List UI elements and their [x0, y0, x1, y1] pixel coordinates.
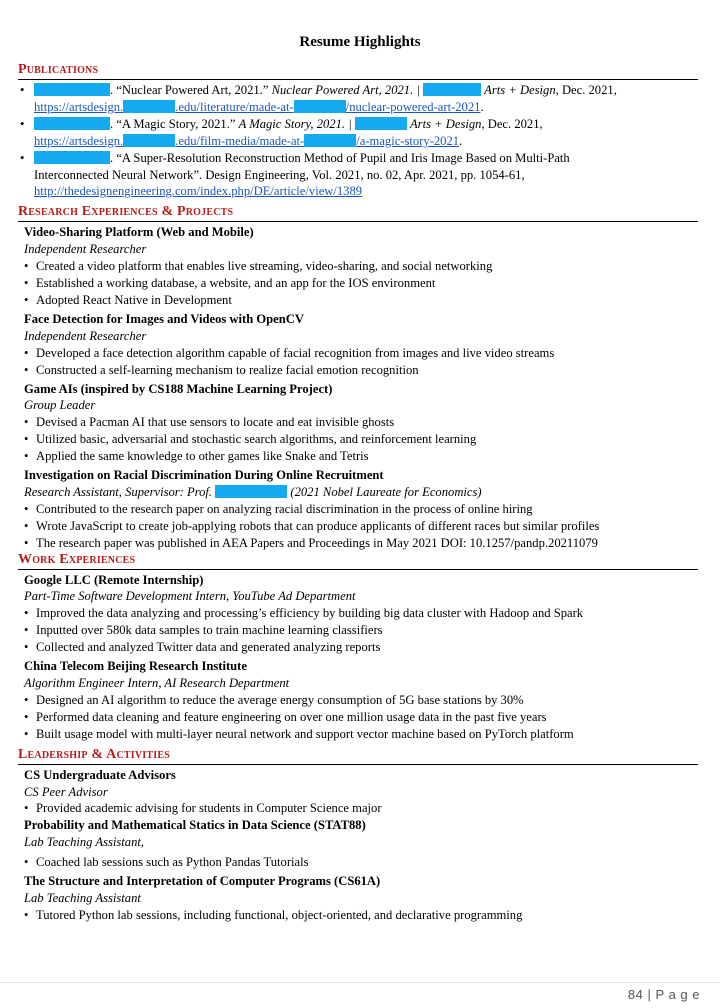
list-item: • The research paper was published in AEA Papers and Proceedings in May 2021 DOI: 10.1257/pandp.20211079 — [24, 535, 598, 550]
list-item: • Improved the data analyzing and processing’s efficiency by building big data cluster with Hadoop and Spark — [24, 606, 584, 621]
bullet: • — [20, 83, 25, 97]
publication-link[interactable]: http://thedesignengineering.com/index.php/DE/article/view/1389 — [34, 184, 363, 199]
entry-role: Independent Researcher — [24, 328, 147, 343]
footer-separator: | — [647, 987, 652, 1002]
publication-text: . “A Magic Story, 2021.” — [110, 116, 239, 131]
entry-heading: The Structure and Interpretation of Computer Programs (CS61A) — [24, 874, 381, 889]
publication-text: . “Nuclear Powered Art, 2021.” — [110, 83, 272, 97]
research-entry — [18, 467, 698, 552]
section-heading-research: Research Experiences & Projects — [18, 204, 698, 222]
entry-heading: Game AIs (inspired by CS188 Machine Learning Project) — [24, 381, 333, 396]
list-item: • Developed a face detection algorithm capable of facial recognition from images and live video streams — [24, 345, 555, 360]
redaction-box — [423, 83, 481, 96]
entry-role: Part-Time Software Development Intern, YouTube Ad Department — [24, 589, 356, 604]
redaction-box — [294, 100, 346, 113]
redaction-box — [123, 134, 175, 147]
publication-link[interactable]: https://artsdesign. .edu/literature/made-at- /nuclear-powered-art-2021 — [34, 99, 481, 114]
entry-role: Group Leader — [24, 398, 96, 413]
entry-role: Lab Teaching Assistant — [24, 890, 141, 905]
list-item: • Designed an AI algorithm to reduce the average energy consumption of 5G base stations by 30% — [24, 692, 524, 707]
page-title: Resume Highlights — [299, 34, 421, 50]
list-item: • Created a video platform that enables live streaming, video-sharing, and social networking — [24, 259, 493, 274]
entry-role: Research Assistant, Supervisor: Prof. (2021 Nobel Laureate for Economics) — [24, 484, 482, 499]
list-item: • Adopted React Native in Development — [24, 292, 232, 307]
redaction-box — [355, 117, 407, 130]
list-item: • Contributed to the research paper on analyzing racial discrimination in the process of online hiring — [24, 501, 533, 516]
publication-date: , Dec. 2021, — [481, 116, 543, 131]
redaction-box — [34, 83, 110, 96]
list-item: • Utilized basic, adversarial and stochastic search algorithms, and reinforcement learning — [24, 432, 477, 447]
page-footer — [628, 987, 700, 1002]
redaction-box — [304, 134, 356, 147]
entry-heading: Investigation on Racial Discrimination During Online Recruitment — [24, 468, 384, 483]
list-item: • Built usage model with multi-layer neural network and support vector machine based on PyTorch platform — [24, 726, 574, 741]
publication-venue: A Magic Story, 2021. | — [238, 116, 355, 131]
redaction-box — [34, 117, 110, 130]
list-item: • Devised a Pacman AI that use sensors to locate and eat invisible ghosts — [24, 415, 395, 430]
list-item: • Established a working database, a website, and an app for the IOS environment — [24, 276, 436, 291]
resume-content — [18, 62, 698, 924]
work-entry — [18, 572, 698, 657]
list-item: • Coached lab sessions such as Python Pandas Tutorials — [24, 855, 309, 870]
publication-date: , Dec. 2021, — [555, 83, 617, 97]
leadership-entry — [18, 767, 698, 818]
entry-heading: China Telecom Beijing Research Institute — [24, 659, 247, 674]
section-heading-work: Work Experiences — [18, 552, 698, 570]
redaction-box — [123, 100, 175, 113]
publication-venue: Nuclear Powered Art, 2021. | — [271, 83, 424, 97]
entry-heading: Video-Sharing Platform (Web and Mobile) — [24, 225, 254, 240]
entry-role: Algorithm Engineer Intern, AI Research Department — [24, 676, 290, 690]
entry-role: Lab Teaching Assistant, — [24, 835, 145, 850]
footer-label: P a g e — [655, 987, 700, 1002]
list-item: • Collected and analyzed Twitter data and generated analyzing reports — [24, 640, 381, 655]
list-item: • Inputted over 580k data samples to train machine learning classifiers — [24, 623, 383, 638]
bullet: • — [20, 116, 25, 131]
work-entry — [18, 658, 698, 743]
research-entry — [18, 224, 698, 309]
redaction-box — [215, 485, 287, 498]
list-item: • Provided academic advising for students in Computer Science major — [24, 801, 382, 816]
publication-item — [18, 150, 698, 201]
entry-role: Independent Researcher — [24, 242, 147, 257]
publication-org: Arts + Design — [484, 83, 556, 97]
list-item: • Applied the same knowledge to other games like Snake and Tetris — [24, 449, 369, 464]
research-entry — [18, 381, 698, 466]
redaction-box — [34, 151, 110, 164]
list-item: • Wrote JavaScript to create job-applying robots that can produce applicants of different races but similar profiles — [24, 518, 600, 533]
list-item: • Tutored Python lab sessions, including functional, object-oriented, and declarative programming — [24, 907, 523, 922]
entry-role: CS Peer Advisor — [24, 784, 108, 799]
entry-heading: CS Undergraduate Advisors — [24, 767, 176, 782]
publication-org: Arts + Design — [409, 116, 482, 131]
publication-item: • . “Nuclear Powered Art, 2021.” Nuclear Powered Art, 2021. | Arts + Design, Dec. 2021, https://artsdesign. .edu/literature/made-at- /nuclear-powered-art-2021. — [20, 83, 617, 114]
section-heading-leadership: Leadership & Activities — [18, 747, 698, 765]
publication-link[interactable]: https://artsdesign. .edu/film-media/made-at- /a-magic-story-2021 — [34, 133, 460, 148]
research-entry — [18, 311, 698, 379]
leadership-entry — [18, 873, 698, 924]
list-item: • Performed data cleaning and feature engineering on over one million usage data in the past five years — [24, 709, 547, 724]
entry-heading: Probability and Mathematical Statics in Data Science (STAT88) — [24, 818, 366, 833]
page-number: 84 — [627, 987, 644, 1002]
footer-divider — [0, 982, 720, 983]
publication-text: . “A Super-Resolution Reconstruction Method of Pupil and Iris Image Based on Multi-Path — [110, 150, 570, 165]
entry-heading: Google LLC (Remote Internship) — [24, 572, 204, 587]
publication-item: • . “A Magic Story, 2021.” A Magic Story, 2021. | Arts + Design, Dec. 2021, https://artsdesign. .edu/film-media/made-at- /a-magic-story-2021. — [20, 116, 543, 148]
section-heading-publications: Publications — [18, 62, 698, 80]
bullet: • — [20, 150, 25, 165]
list-item: • Constructed a self-learning mechanism to realize facial emotion recognition — [24, 362, 419, 377]
publication-text: Interconnected Neural Network”. Design Engineering, Vol. 2021, no. 02, Apr. 2021, pp. 1054-61, — [34, 167, 525, 182]
entry-heading: Face Detection for Images and Videos with OpenCV — [24, 311, 304, 326]
leadership-entry — [18, 817, 698, 871]
